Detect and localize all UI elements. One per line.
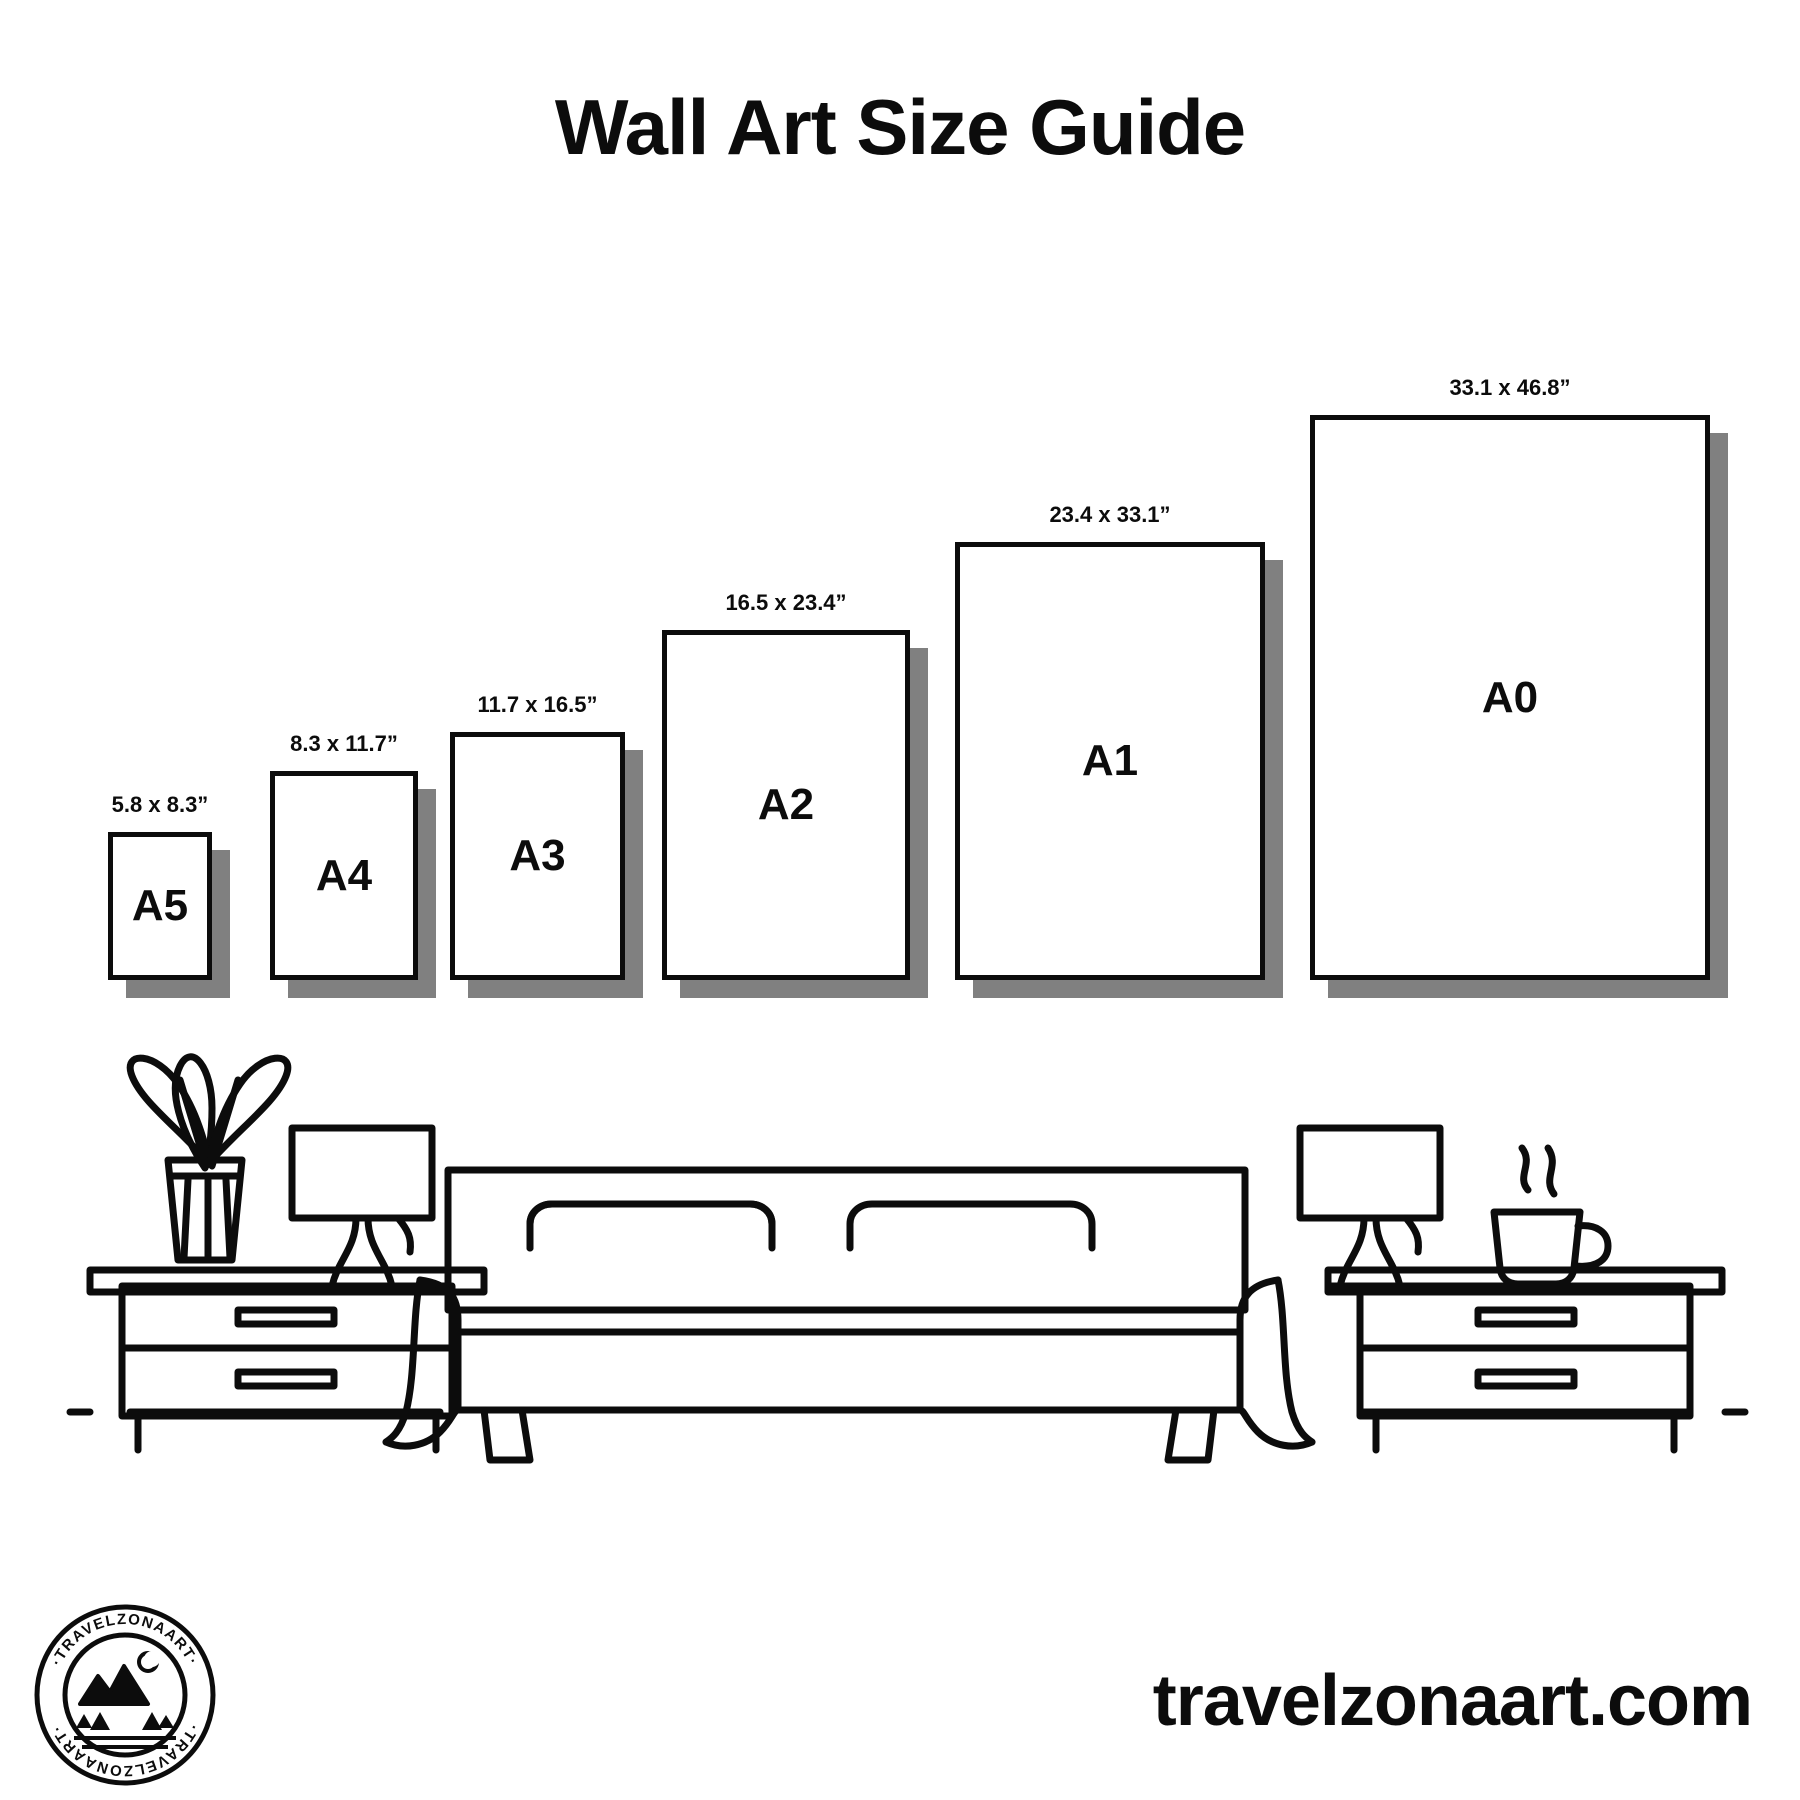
- bed-icon: [386, 1170, 1312, 1460]
- left-nightstand-icon: [90, 1270, 484, 1450]
- frame-group-a1: [955, 502, 1265, 980]
- frame-size-chart: [0, 280, 1800, 980]
- right-nightstand-icon: [1328, 1270, 1722, 1450]
- plant-vase-icon: [130, 1057, 288, 1260]
- logo-text-top: ·TRAVELZONAART·: [48, 1610, 202, 1669]
- frame-box-a5[interactable]: [108, 832, 212, 980]
- frame-dimension-label-a0: 33.1 x 46.8”: [1449, 375, 1571, 400]
- frame-group-a4: [270, 731, 418, 980]
- frame-box-a0[interactable]: [1310, 415, 1710, 980]
- frame-box-a2[interactable]: [662, 630, 910, 980]
- bedroom-illustration: [60, 980, 1750, 1540]
- left-table-lamp-icon: [292, 1128, 432, 1286]
- frame-dimension-label-a4: 8.3 x 11.7”: [290, 731, 398, 756]
- frame-box-a1[interactable]: [955, 542, 1265, 980]
- site-url[interactable]: travelzonaart.com: [1152, 1661, 1752, 1741]
- frame-dimension-label-a3: 11.7 x 16.5”: [477, 692, 598, 717]
- frame-group-a3: [450, 692, 625, 980]
- frame-box-a4[interactable]: [270, 771, 418, 980]
- right-table-lamp-icon: [1300, 1128, 1440, 1286]
- frame-dimension-label-a1: 23.4 x 33.1”: [1049, 502, 1171, 527]
- frame-group-a0: [1310, 375, 1710, 980]
- logo-text-bottom: ·TRAVELZONAART·: [48, 1721, 202, 1780]
- frame-name-a1: A1: [1081, 736, 1139, 785]
- logo-mountain-icon: [74, 1651, 176, 1747]
- frame-dimension-label-a2: 16.5 x 23.4”: [725, 590, 847, 615]
- coffee-cup-icon: [1494, 1148, 1608, 1284]
- frame-name-a3: A3: [509, 831, 566, 880]
- frame-name-a4: A4: [315, 850, 373, 900]
- frame-name-a2: A2: [757, 780, 815, 829]
- frame-box-a3[interactable]: [450, 732, 625, 980]
- frame-group-a2: [662, 590, 910, 980]
- brand-logo[interactable]: [30, 1600, 220, 1790]
- frame-name-a0: A0: [1481, 672, 1539, 722]
- frame-group-a5: [108, 792, 212, 980]
- frame-name-a5: A5: [131, 881, 189, 930]
- page-title: Wall Art Size Guide: [554, 83, 1246, 171]
- frame-dimension-label-a5: 5.8 x 8.3”: [111, 792, 209, 817]
